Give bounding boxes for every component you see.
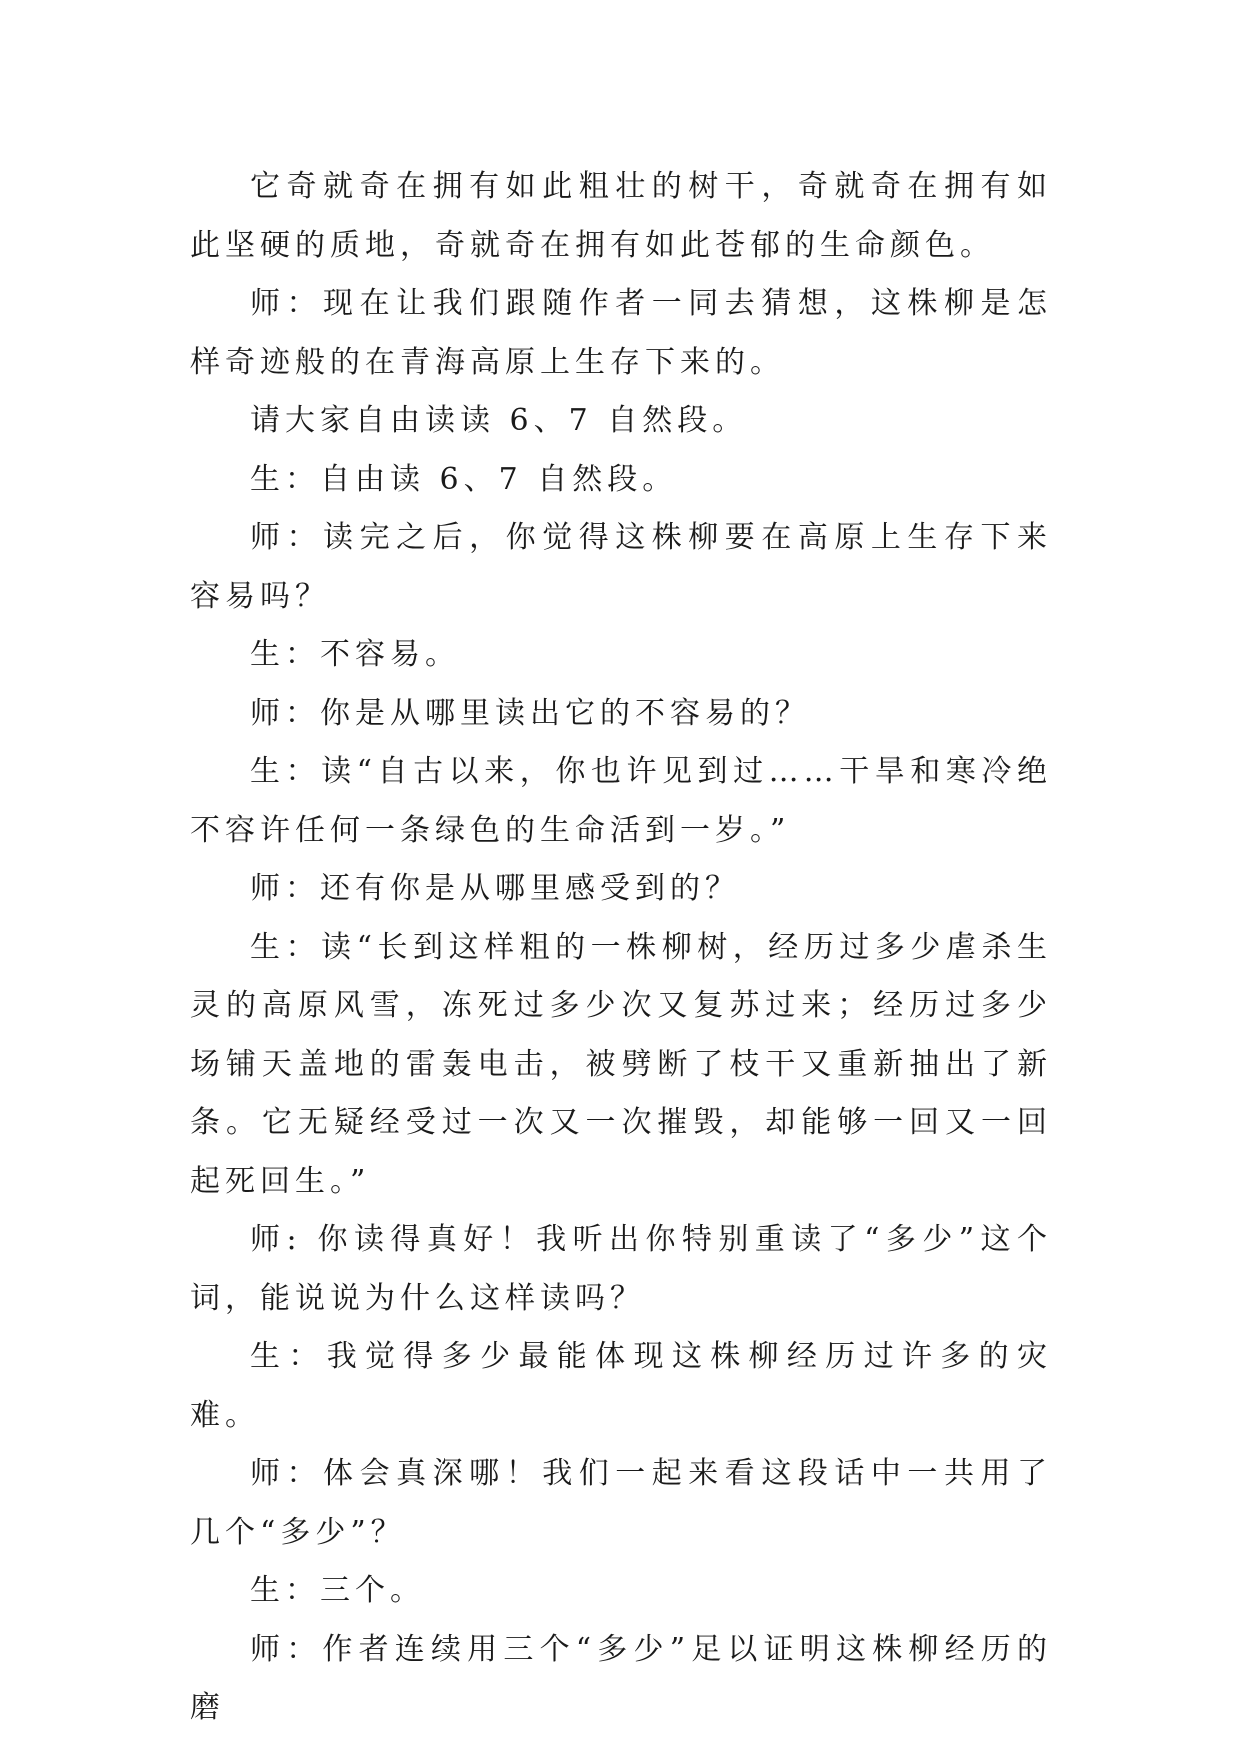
paragraph: 师：体会真深哪！我们一起来看这段话中一共用了几个“多少”？ bbox=[190, 1456, 1052, 1550]
paragraph: 师：你是从哪里读出它的不容易的？ bbox=[250, 695, 810, 731]
document-body bbox=[190, 158, 1052, 1738]
paragraph: 生：三个。 bbox=[250, 1573, 425, 1608]
paragraph: 师：现在让我们跟随作者一同去猜想，这株柳是怎样奇迹般的在青海高原上生存下来的。 bbox=[190, 286, 1052, 380]
paragraph: 生：读“自古以来，你也许见到过……干旱和寒冷绝不容许任何一条绿色的生命活到一岁。” bbox=[190, 754, 1052, 848]
paragraph: 师: 你读得真好！我听出你特别重读了“多少”这个词，能说说为什么这样读吗？ bbox=[190, 1222, 1052, 1316]
paragraph: 师：读完之后，你觉得这株柳要在高原上生存下来容易吗？ bbox=[190, 520, 1052, 614]
paragraph: 它奇就奇在拥有如此粗壮的树干，奇就奇在拥有如此坚硬的质地，奇就奇在拥有如此苍郁的生命颜色。 bbox=[190, 169, 1052, 263]
paragraph: 请大家自由读读 6、7 自然段。 bbox=[250, 403, 748, 438]
paragraph: 生：我觉得多少最能体现这株柳经历过许多的灾难。 bbox=[190, 1339, 1052, 1433]
paragraph: 生：读“长到这样粗的一株柳树，经历过多少虐杀生灵的高原风雪，冻死过多少次又复苏过来；经历过多少场铺天盖地的雷轰电击，被劈断了枝干又重新抽出了新条。它无疑经受过一次又一次摧毁，却能够一回又一回起死回生。” bbox=[190, 929, 1052, 1199]
paragraph: 生：自由读 6、7 自然段。 bbox=[250, 461, 678, 497]
paragraph: 师：作者连续用三个“多少”足以证明这株柳经历的磨 bbox=[190, 1631, 1052, 1725]
paragraph: 生：不容易。 bbox=[250, 637, 460, 672]
paragraph: 师：还有你是从哪里感受到的？ bbox=[250, 871, 740, 906]
